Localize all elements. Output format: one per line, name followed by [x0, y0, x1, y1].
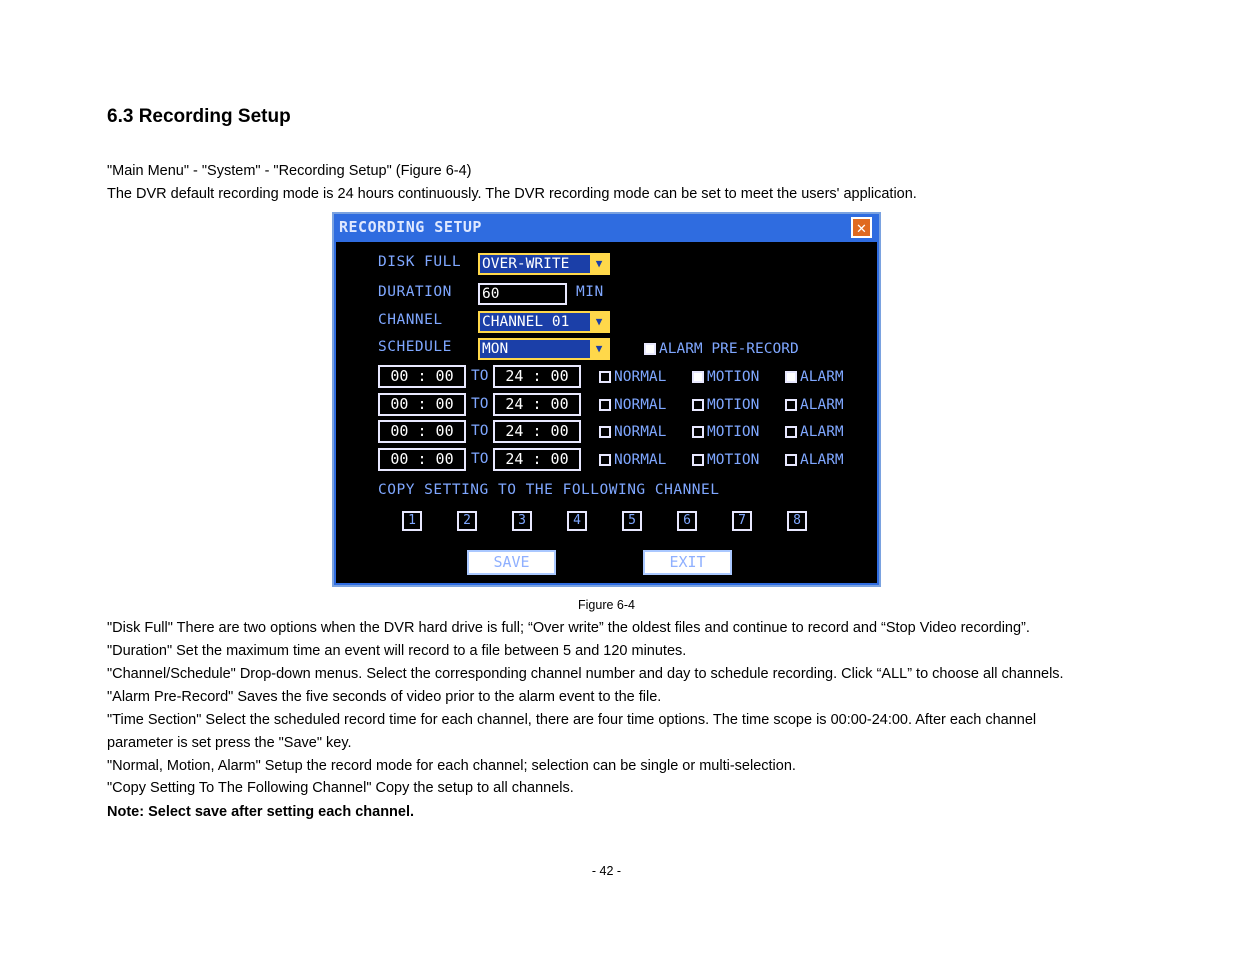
copy-channel-2[interactable]: 2 — [457, 511, 477, 531]
motion-label: MOTION — [707, 452, 760, 468]
motion-checkbox[interactable] — [692, 369, 759, 385]
checkbox-box — [692, 399, 704, 411]
dropdown-arrow-icon: ▼ — [590, 313, 608, 331]
duration-unit: MIN — [576, 284, 604, 300]
copy-channel-6[interactable]: 6 — [677, 511, 697, 531]
start-time-input[interactable]: 00 : 00 — [378, 420, 466, 443]
normal-label: NORMAL — [614, 397, 667, 413]
normal-checkbox[interactable] — [599, 369, 666, 385]
to-label: TO — [471, 423, 489, 439]
body-line-6: parameter is set press the "Save" key. — [107, 735, 352, 751]
body-line-1: "Disk Full" There are two options when the DVR hard drive is full; “Over write” the oldest files and continue to record and “Stop Video recording”. — [107, 620, 1030, 636]
end-time-input[interactable]: 24 : 00 — [493, 448, 581, 471]
copy-channel-1[interactable]: 1 — [402, 511, 422, 531]
end-time-input[interactable]: 24 : 00 — [493, 393, 581, 416]
window-title-bar — [334, 214, 879, 242]
checkbox-box — [785, 371, 797, 383]
window-title: RECORDING SETUP — [339, 218, 482, 236]
to-label: TO — [471, 396, 489, 412]
end-time-input[interactable]: 24 : 00 — [493, 365, 581, 388]
alarm-prerecord-checkbox[interactable] — [644, 341, 799, 357]
copy-channel-3[interactable]: 3 — [512, 511, 532, 531]
checkbox-box — [599, 454, 611, 466]
to-label: TO — [471, 368, 489, 384]
start-time-input[interactable]: 00 : 00 — [378, 448, 466, 471]
normal-checkbox[interactable] — [599, 397, 666, 413]
note: Note: Select save after setting each channel. — [107, 804, 415, 820]
checkbox-box — [692, 454, 704, 466]
alarm-checkbox[interactable] — [785, 397, 844, 413]
checkbox-box — [785, 454, 797, 466]
checkbox-box — [599, 426, 611, 438]
start-time-input[interactable]: 00 : 00 — [378, 393, 466, 416]
alarm-label: ALARM — [800, 424, 844, 440]
body-line-2: "Duration" Set the maximum time an event will record to a file between 5 and 120 minutes. — [107, 643, 687, 659]
alarm-prerecord-label: ALARM PRE-RECORD — [659, 341, 799, 357]
save-button[interactable]: SAVE — [467, 550, 556, 575]
copy-channel-4[interactable]: 4 — [567, 511, 587, 531]
schedule-value: MON — [482, 341, 509, 357]
exit-button[interactable]: EXIT — [643, 550, 732, 575]
duration-input[interactable] — [478, 283, 567, 305]
intro-line-2: The DVR default recording mode is 24 hours continuously. The DVR recording mode can be set to meet the users' application. — [107, 186, 917, 202]
checkbox-box — [599, 371, 611, 383]
alarm-checkbox[interactable] — [785, 369, 844, 385]
motion-checkbox[interactable] — [692, 397, 759, 413]
copy-channel-7[interactable]: 7 — [732, 511, 752, 531]
disk-full-label: DISK FULL — [378, 254, 462, 270]
motion-label: MOTION — [707, 397, 760, 413]
body-line-7: "Normal, Motion, Alarm" Setup the record mode for each channel; selection can be single or multi-selection. — [107, 758, 796, 774]
alarm-label: ALARM — [800, 452, 844, 468]
copy-channel-8[interactable]: 8 — [787, 511, 807, 531]
channel-select[interactable] — [478, 311, 610, 333]
section-heading: 6.3 Recording Setup — [107, 106, 291, 127]
to-label: TO — [471, 451, 489, 467]
schedule-select[interactable] — [478, 338, 610, 360]
motion-checkbox[interactable] — [692, 452, 759, 468]
channel-value: CHANNEL 01 — [482, 314, 570, 330]
channel-label: CHANNEL — [378, 312, 443, 328]
checkbox-box — [599, 399, 611, 411]
checkbox-box — [692, 426, 704, 438]
body-line-5: "Time Section" Select the scheduled record time for each channel, there are four time options. The time scope is 00:00-24:00. After each channel — [107, 712, 1037, 728]
dropdown-arrow-icon: ▼ — [590, 340, 608, 358]
body-line-3: "Channel/Schedule" Drop-down menus. Select the corresponding channel number and day to schedule recording. Click “ALL” to choose all channels. — [107, 666, 1064, 682]
normal-checkbox[interactable] — [599, 452, 666, 468]
checkbox-box — [644, 343, 656, 355]
checkbox-box — [785, 399, 797, 411]
start-time-input[interactable]: 00 : 00 — [378, 365, 466, 388]
alarm-label: ALARM — [800, 397, 844, 413]
checkbox-box — [692, 371, 704, 383]
end-time-input[interactable]: 24 : 00 — [493, 420, 581, 443]
alarm-checkbox[interactable] — [785, 424, 844, 440]
duration-value: 60 — [482, 286, 500, 302]
motion-checkbox[interactable] — [692, 424, 759, 440]
alarm-label: ALARM — [800, 369, 844, 385]
normal-label: NORMAL — [614, 369, 667, 385]
checkbox-box — [785, 426, 797, 438]
motion-label: MOTION — [707, 424, 760, 440]
duration-label: DURATION — [378, 284, 452, 300]
recording-setup-window — [332, 212, 881, 587]
normal-checkbox[interactable] — [599, 424, 666, 440]
page-number: - 42 - — [591, 864, 622, 878]
disk-full-select[interactable] — [478, 253, 610, 275]
body-line-8: "Copy Setting To The Following Channel" Copy the setup to all channels. — [107, 780, 574, 796]
schedule-label: SCHEDULE — [378, 339, 452, 355]
close-icon[interactable]: ✕ — [851, 217, 872, 238]
intro-line-1: "Main Menu" - "System" - "Recording Setup" (Figure 6-4) — [107, 163, 472, 179]
figure-caption: Figure 6-4 — [578, 598, 635, 612]
body-line-4: "Alarm Pre-Record" Saves the five seconds of video prior to the alarm event to the file. — [107, 689, 662, 705]
motion-label: MOTION — [707, 369, 760, 385]
copy-setting-label: COPY SETTING TO THE FOLLOWING CHANNEL — [378, 482, 720, 498]
disk-full-value: OVER-WRITE — [482, 256, 570, 272]
alarm-checkbox[interactable] — [785, 452, 844, 468]
normal-label: NORMAL — [614, 452, 667, 468]
normal-label: NORMAL — [614, 424, 667, 440]
dropdown-arrow-icon: ▼ — [590, 255, 608, 273]
copy-channel-5[interactable]: 5 — [622, 511, 642, 531]
